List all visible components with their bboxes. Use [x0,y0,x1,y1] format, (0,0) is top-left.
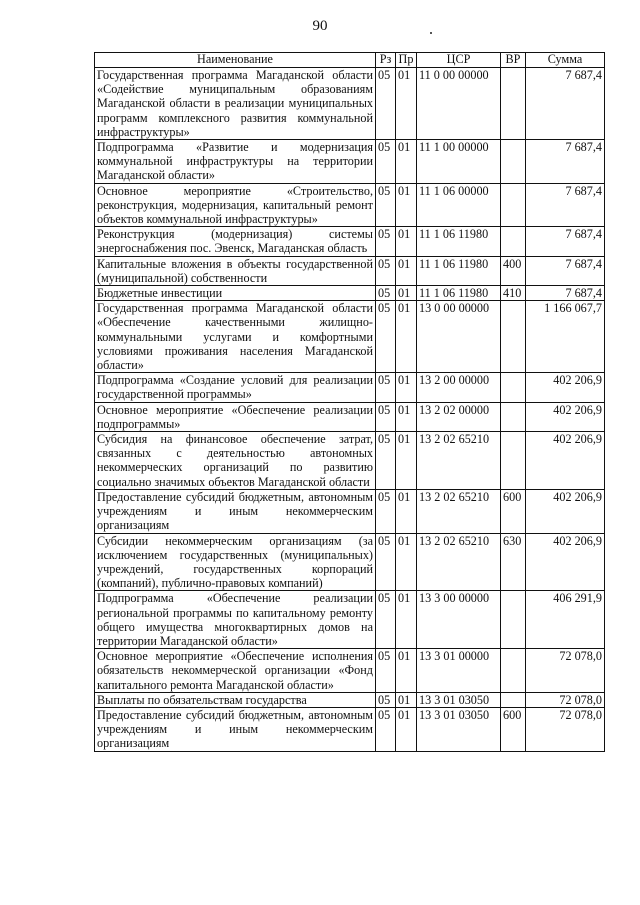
row-pr: 01 [396,649,417,693]
row-name: Подпрограмма «Развитие и модернизация коммунальной инфраструктуры на территории Магаданской области» [95,140,376,184]
row-csr: 13 2 02 65210 [417,489,501,533]
row-csr: 11 1 06 11980 [417,286,501,301]
row-name: Основное мероприятие «Строительство, реконструкция, модернизация, капитальный ремонт объектов коммунальной инфраструктуры» [95,183,376,227]
row-sum: 402 206,9 [526,373,605,402]
row-pr: 01 [396,227,417,256]
budget-table [94,52,605,752]
row-rz: 05 [376,183,396,227]
row-sum: 7 687,4 [526,140,605,184]
row-pr: 01 [396,707,417,751]
row-vr [501,373,526,402]
row-vr: 600 [501,489,526,533]
table-header-row [95,53,605,68]
header-name: Наименование [95,53,376,68]
table-row [95,591,605,649]
table-row [95,301,605,373]
row-vr: 400 [501,256,526,285]
row-csr: 13 0 00 00000 [417,301,501,373]
row-name: Предоставление субсидий бюджетным, автономным учреждениям и иным некоммерческим организациям [95,707,376,751]
row-name: Капитальные вложения в объекты государственной (муниципальной) собственности [95,256,376,285]
row-csr: 13 2 02 65210 [417,432,501,490]
row-name: Основное мероприятие «Обеспечение исполнения обязательств некоммерческой организации «Фонд капитального ремонта Магаданской области» [95,649,376,693]
table-row [95,183,605,227]
row-pr: 01 [396,373,417,402]
table-row [95,373,605,402]
row-rz: 05 [376,286,396,301]
row-name: Бюджетные инвестиции [95,286,376,301]
row-sum: 7 687,4 [526,227,605,256]
row-pr: 01 [396,286,417,301]
header-csr: ЦСР [417,53,501,68]
row-pr: 01 [396,533,417,591]
row-sum: 402 206,9 [526,489,605,533]
row-vr: 410 [501,286,526,301]
table-row [95,707,605,751]
row-sum: 72 078,0 [526,649,605,693]
row-pr: 01 [396,68,417,140]
row-vr [501,432,526,490]
row-vr [501,183,526,227]
row-vr [501,227,526,256]
row-csr: 11 1 06 11980 [417,256,501,285]
table-row [95,489,605,533]
row-csr: 11 0 00 00000 [417,68,501,140]
table-row [95,533,605,591]
row-vr: 600 [501,707,526,751]
scan-speck [430,32,432,34]
row-name: Основное мероприятие «Обеспечение реализации подпрограммы» [95,402,376,431]
row-sum: 7 687,4 [526,183,605,227]
row-rz: 05 [376,68,396,140]
row-name: Реконструкция (модернизация) системы энергоснабжения пос. Эвенск, Магаданская область [95,227,376,256]
row-rz: 05 [376,489,396,533]
table-row [95,692,605,707]
row-name: Государственная программа Магаданской области «Содействие муниципальным образованиям Магаданской области в реализации муниципальных программ комплексного развития коммунальной инфраструктуры» [95,68,376,140]
row-rz: 05 [376,227,396,256]
row-csr: 13 3 01 03050 [417,707,501,751]
row-rz: 05 [376,533,396,591]
row-pr: 01 [396,301,417,373]
row-rz: 05 [376,707,396,751]
row-name: Предоставление субсидий бюджетным, автономным учреждениям и иным некоммерческим организациям [95,489,376,533]
row-pr: 01 [396,591,417,649]
row-csr: 11 1 06 11980 [417,227,501,256]
table-row [95,402,605,431]
row-pr: 01 [396,256,417,285]
row-sum: 1 166 067,7 [526,301,605,373]
row-vr [501,591,526,649]
row-rz: 05 [376,256,396,285]
table-row [95,432,605,490]
row-csr: 13 3 01 03050 [417,692,501,707]
row-vr [501,692,526,707]
row-rz: 05 [376,301,396,373]
row-rz: 05 [376,402,396,431]
row-pr: 01 [396,140,417,184]
row-rz: 05 [376,373,396,402]
row-sum: 402 206,9 [526,432,605,490]
row-pr: 01 [396,489,417,533]
row-name: Субсидия на финансовое обеспечение затрат, связанных с деятельностью автономных некоммерческих организаций по развитию социально значимых объектов Магаданской области [95,432,376,490]
row-vr [501,402,526,431]
row-name: Подпрограмма «Обеспечение реализации региональной программы по капитальному ремонту общего имущества многоквартирных домов на территории Магаданской области» [95,591,376,649]
table-row [95,649,605,693]
row-csr: 13 2 00 00000 [417,373,501,402]
header-pr: Пр [396,53,417,68]
page-number: 90 [312,18,328,34]
row-sum: 7 687,4 [526,256,605,285]
row-rz: 05 [376,649,396,693]
row-sum: 72 078,0 [526,692,605,707]
row-csr: 13 3 00 00000 [417,591,501,649]
table-row [95,227,605,256]
row-name: Выплаты по обязательствам государства [95,692,376,707]
row-sum: 406 291,9 [526,591,605,649]
row-sum: 72 078,0 [526,707,605,751]
row-pr: 01 [396,432,417,490]
row-rz: 05 [376,432,396,490]
row-sum: 402 206,9 [526,533,605,591]
table-row [95,140,605,184]
row-sum: 402 206,9 [526,402,605,431]
row-name: Субсидии некоммерческим организациям (за исключением государственных (муниципальных) учреждений, государственных корпораций (компаний), публично-правовых компаний) [95,533,376,591]
row-pr: 01 [396,402,417,431]
row-csr: 13 2 02 00000 [417,402,501,431]
row-sum: 7 687,4 [526,68,605,140]
row-vr [501,68,526,140]
row-csr: 13 2 02 65210 [417,533,501,591]
row-rz: 05 [376,140,396,184]
table-row [95,286,605,301]
row-csr: 13 3 01 00000 [417,649,501,693]
row-vr [501,301,526,373]
row-vr: 630 [501,533,526,591]
row-csr: 11 1 00 00000 [417,140,501,184]
table-row [95,68,605,140]
row-name: Государственная программа Магаданской области «Обеспечение качественными жилищно-коммунальными услугами и комфортными условиями проживания населения Магаданской области» [95,301,376,373]
table-row [95,256,605,285]
header-rz: Рз [376,53,396,68]
header-vr: ВР [501,53,526,68]
row-rz: 05 [376,591,396,649]
row-vr [501,649,526,693]
row-sum: 7 687,4 [526,286,605,301]
row-pr: 01 [396,692,417,707]
row-vr [501,140,526,184]
header-sum: Сумма [526,53,605,68]
row-csr: 11 1 06 00000 [417,183,501,227]
row-pr: 01 [396,183,417,227]
row-name: Подпрограмма «Создание условий для реализации государственной программы» [95,373,376,402]
row-rz: 05 [376,692,396,707]
